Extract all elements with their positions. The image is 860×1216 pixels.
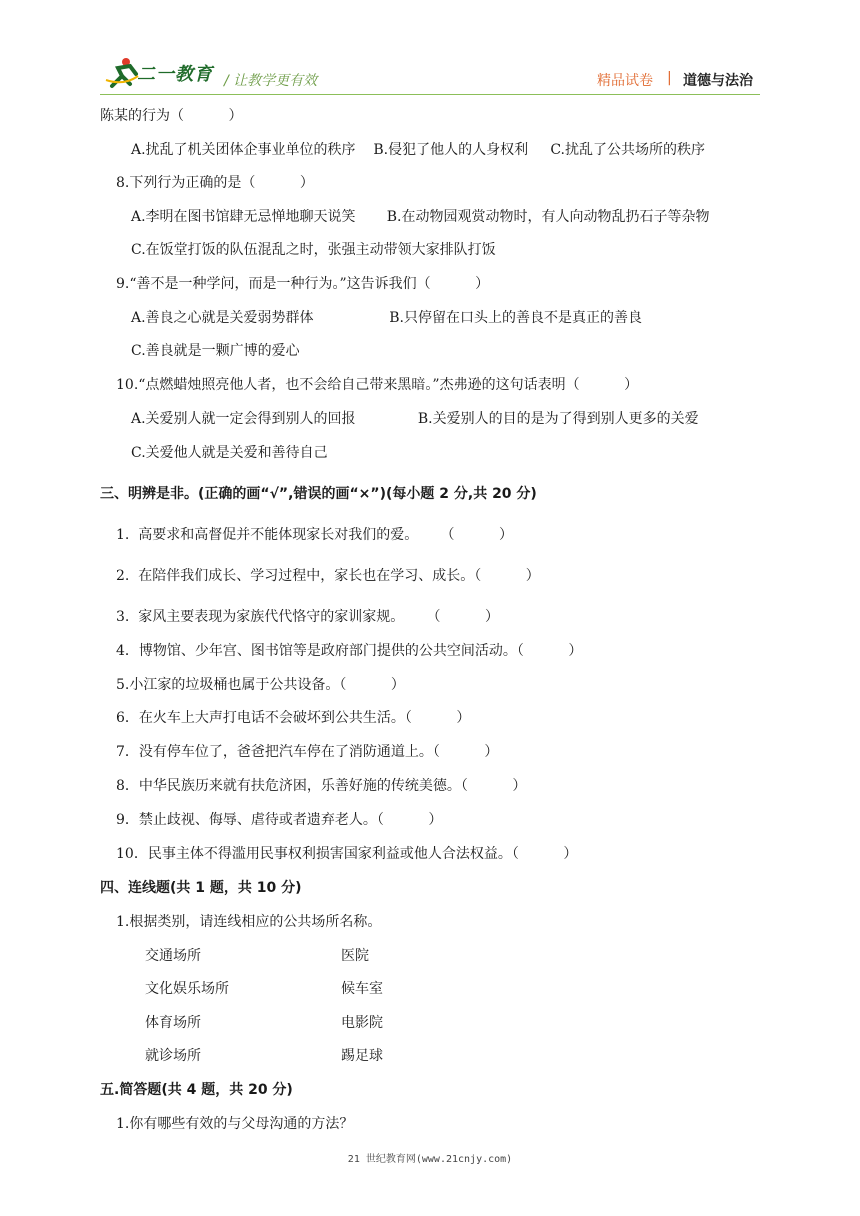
text-line: 就诊场所	[145, 1048, 201, 1064]
text-line: 10.“点燃蜡烛照亮他人者，也不会给自己带来黑暗。”杰弗逊的这句话表明（ ）	[116, 377, 639, 393]
text-line: 踢足球	[341, 1048, 383, 1064]
text-line: 2. 在陪伴我们成长、学习过程中，家长也在学习、成长。（ ）	[116, 568, 540, 584]
logo-text: 二一教育	[137, 64, 213, 85]
header-separator: |	[667, 70, 672, 86]
text-line: 9．禁止歧视、侮辱、虐待或者遗弃老人。（ ）	[116, 812, 443, 828]
text-line: 7．没有停车位了，爸爸把汽车停在了消防通道上。（ ）	[116, 744, 499, 760]
text-line: 医院	[341, 948, 369, 964]
text-line: A.李明在图书馆肆无忌惮地聊天说笑 B.在动物园观赏动物时，有人向动物乱扔石子等杂物	[131, 209, 710, 225]
text-line: 体育场所	[145, 1015, 201, 1031]
header-divider	[100, 94, 760, 95]
text-line: C.在饭堂打饭的队伍混乱之时，张强主动带领大家排队打饭	[131, 242, 496, 258]
text-line: 3. 家风主要表现为家族代代恪守的家训家规。 （ ）	[116, 609, 500, 625]
page-footer: 21 世纪教育网(www.21cnjy.com)	[347, 1154, 513, 1165]
text-line: C.善良就是一颗广博的爱心	[131, 343, 300, 359]
text-line: 8．中华民族历来就有扶危济困，乐善好施的传统美德。（ ）	[116, 778, 527, 794]
text-line: 文化娱乐场所	[145, 981, 229, 997]
section-heading: 五.简答题(共 4 题，共 20 分)	[100, 1082, 293, 1098]
text-line: 陈某的行为（ ）	[100, 108, 243, 124]
text-line: 8.下列行为正确的是（ ）	[116, 175, 314, 191]
text-line: 电影院	[341, 1015, 383, 1031]
section-heading: 四、连线题(共 1 题，共 10 分)	[100, 880, 302, 896]
text-line: 5.小江家的垃圾桶也属于公共设备。（ ）	[116, 677, 405, 693]
text-line: 候车室	[341, 981, 383, 997]
text-line: A.善良之心就是关爱弱势群体 B.只停留在口头上的善良不是真正的善良	[131, 310, 642, 326]
text-line: C.关爱他人就是关爱和善待自己	[131, 445, 328, 461]
text-line: 9.“善不是一种学问，而是一种行为。”这告诉我们（ ）	[116, 276, 490, 292]
text-line: 1. 高要求和高督促并不能体现家长对我们的爱。 （ ）	[116, 527, 514, 543]
quality-tag: 精品试卷	[597, 73, 653, 89]
slogan: / 让教学更有效	[224, 73, 318, 89]
text-line: 1.根据类别，请连线相应的公共场所名称。	[116, 914, 382, 930]
text-line: 交通场所	[145, 948, 201, 964]
text-line: A.扰乱了机关团体企事业单位的秩序 B.侵犯了他人的人身权利 C.扰乱了公共场所的秩序	[131, 142, 706, 158]
subject-label: 道德与法治	[683, 73, 753, 89]
section-heading: 三、明辨是非。(正确的画“√”,错误的画“×”)(每小题 2 分,共 20 分)	[100, 486, 537, 502]
text-line: 1.你有哪些有效的与父母沟通的方法？	[116, 1116, 354, 1132]
page-header	[0, 0, 860, 100]
text-line: 6．在火车上大声打电话不会破坏到公共生活。（ ）	[116, 710, 471, 726]
text-line: 10．民事主体不得滥用民事权利损害国家利益或他人合法权益。（ ）	[116, 846, 578, 862]
text-line: A.关爱别人就一定会得到别人的回报 B.关爱别人的目的是为了得到别人更多的关爱	[131, 411, 699, 427]
text-line: 4．博物馆、少年宫、图书馆等是政府部门提供的公共空间活动。（ ）	[116, 643, 583, 659]
